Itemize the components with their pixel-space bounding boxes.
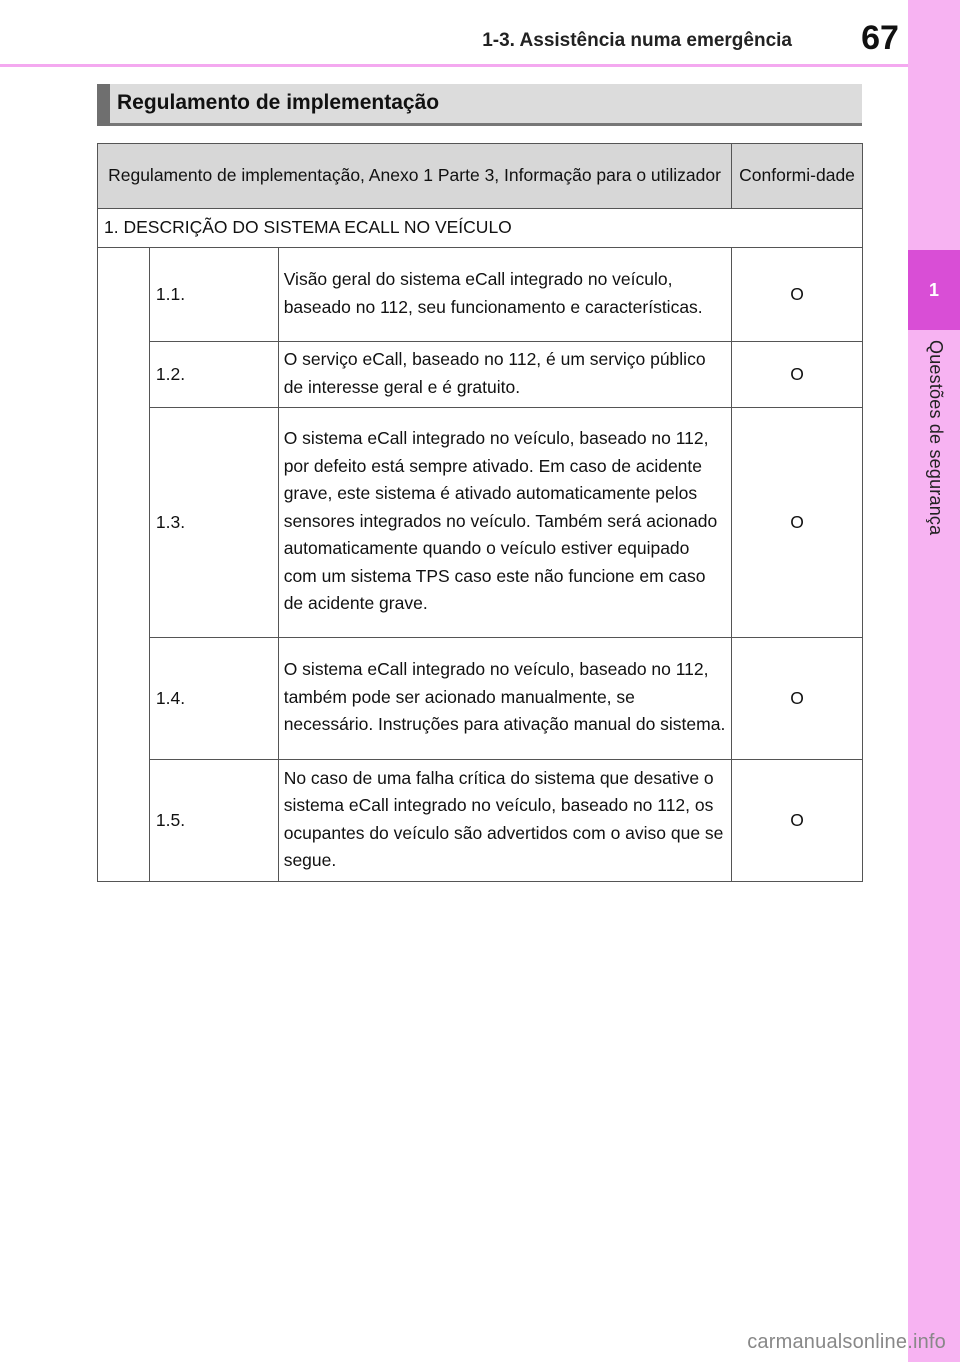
row-description: O sistema eCall integrado no veículo, baseado no 112, por defeito está sempre ativado. Em caso de acidente grave, este sistema é ativado automaticamente pelos sensores integrados no veículo. Também será acionado automaticamente quando o veículo estiver equipado com um sistema TPS caso este não funcione em caso de acidente grave. bbox=[278, 408, 731, 638]
chapter-title: Questões de segurança bbox=[926, 340, 946, 536]
footer-watermark: carmanualsonline.info bbox=[747, 1331, 946, 1353]
table-row bbox=[98, 760, 863, 882]
row-conformity: O bbox=[732, 248, 863, 342]
row-description: O serviço eCall, baseado no 112, é um serviço público de interesse geral e é gratuito. bbox=[278, 342, 731, 408]
row-conformity: O bbox=[732, 342, 863, 408]
table-row bbox=[98, 408, 863, 638]
row-conformity: O bbox=[732, 408, 863, 638]
table-row bbox=[98, 638, 863, 760]
row-number: 1.1. bbox=[149, 248, 278, 342]
row-description: No caso de uma falha crítica do sistema que desative o sistema eCall integrado no veículo, baseado no 112, os ocupantes do veículo são advertidos com o aviso que se segue. bbox=[278, 760, 731, 882]
header-cell-conformity: Conformi-dade bbox=[732, 144, 863, 209]
row-number: 1.5. bbox=[149, 760, 278, 882]
row-conformity: O bbox=[732, 760, 863, 882]
header-section-path: 1-3. Assistência numa emergência bbox=[482, 30, 792, 51]
row-description: O sistema eCall integrado no veículo, baseado no 112, também pode ser acionado manualmente, se necessário. Instruções para ativação manual do sistema. bbox=[278, 638, 731, 760]
indent-cell bbox=[98, 248, 150, 882]
header-cell-regulation: Regulamento de implementação, Anexo 1 Parte 3, Informação para o utilizador bbox=[98, 144, 732, 209]
table-header-row bbox=[98, 144, 863, 209]
row-description: Visão geral do sistema eCall integrado no veículo, baseado no 112, seu funcionamento e características. bbox=[278, 248, 731, 342]
row-number: 1.3. bbox=[149, 408, 278, 638]
chapter-side-tab bbox=[908, 0, 960, 1362]
table-section-row bbox=[98, 209, 863, 248]
section-heading-bar bbox=[97, 84, 862, 126]
page-number: 67 bbox=[861, 19, 899, 57]
section-heading-accent bbox=[97, 84, 110, 126]
row-conformity: O bbox=[732, 638, 863, 760]
regulation-table bbox=[97, 143, 863, 882]
header-divider bbox=[0, 64, 908, 67]
table-row bbox=[98, 248, 863, 342]
table-row bbox=[98, 342, 863, 408]
section-title: Regulamento de implementação bbox=[117, 91, 440, 114]
row-number: 1.2. bbox=[149, 342, 278, 408]
section-heading-cell: 1. DESCRIÇÃO DO SISTEMA ECALL NO VEÍCULO bbox=[98, 209, 863, 248]
chapter-number-badge: 1 bbox=[908, 250, 960, 330]
row-number: 1.4. bbox=[149, 638, 278, 760]
